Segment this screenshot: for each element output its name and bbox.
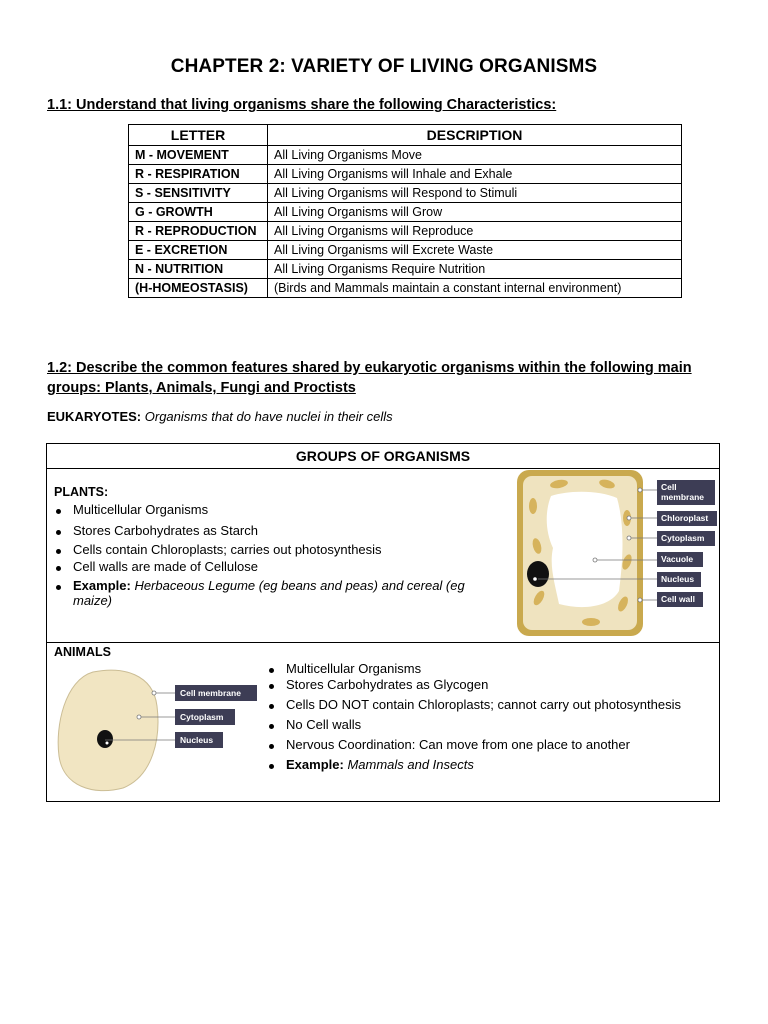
table-cell-description: All Living Organisms will Inhale and Exhale — [268, 165, 682, 184]
table-cell-letter: G - GROWTH — [129, 203, 268, 222]
label-animal-cytoplasm-text: Cytoplasm — [180, 712, 224, 722]
list-item-text: No Cell walls — [286, 717, 362, 732]
table-cell-letter: R - REPRODUCTION — [129, 222, 268, 241]
label-nucleus-text: Nucleus — [661, 574, 695, 584]
table-cell-description: All Living Organisms Move — [268, 146, 682, 165]
table-cell-letter: (H-HOMEOSTASIS) — [129, 279, 268, 298]
list-item-text: Cell walls are made of Cellulose — [73, 559, 258, 574]
list-item — [54, 542, 504, 557]
list-item-text: Multicellular Organisms — [73, 502, 209, 517]
list-item-text: Nervous Coordination: Can move from one place to another — [286, 737, 630, 752]
label-cell-membrane-line1: Cell — [661, 482, 677, 492]
chloroplast-shape — [582, 618, 600, 626]
list-item-text: Stores Carbohydrates as Starch — [73, 523, 258, 538]
label-nucleus — [657, 572, 701, 587]
list-item — [54, 523, 504, 538]
section-2-heading: 1.2: Describe the common features shared by eukaryotic organisms within the following main groups: Plants, Animals, Fungi and Proctists — [47, 360, 692, 396]
column-header-description: DESCRIPTION — [268, 125, 682, 146]
table-row — [129, 203, 682, 222]
list-item — [267, 661, 717, 676]
animal-cell-shape — [58, 670, 158, 790]
table-row — [129, 279, 682, 298]
eukaryotes-description: Organisms that do have nuclei in their cells — [144, 409, 393, 424]
table-row — [129, 260, 682, 279]
table-cell-description: All Living Organisms Require Nutrition — [268, 260, 682, 279]
groups-title: GROUPS OF ORGANISMS — [47, 444, 719, 469]
plants-feature-list — [54, 502, 504, 608]
list-item-text: Cells DO NOT contain Chloroplasts; cannot carry out photosynthesis — [286, 697, 681, 712]
label-cell-membrane-line2: membrane — [661, 492, 704, 502]
chloroplast-shape — [529, 498, 537, 514]
label-animal-cell-membrane — [175, 685, 257, 701]
label-cell-wall — [657, 592, 703, 607]
animal-cell-diagram — [53, 666, 263, 796]
list-item — [267, 677, 717, 692]
label-animal-nucleus — [175, 732, 223, 748]
nucleolus-shape — [533, 577, 537, 581]
example-label: Example: — [286, 757, 344, 772]
list-item — [267, 717, 717, 732]
list-item — [267, 737, 717, 752]
animal-nucleolus-shape — [106, 742, 109, 745]
table-cell-letter: E - EXCRETION — [129, 241, 268, 260]
animals-feature-list — [267, 661, 717, 772]
table-row — [129, 184, 682, 203]
label-animal-nucleus-text: Nucleus — [180, 735, 214, 745]
example-label: Example: — [73, 578, 131, 593]
list-item — [54, 559, 504, 574]
list-item-example — [54, 578, 504, 608]
label-cytoplasm-text: Cytoplasm — [661, 533, 705, 543]
list-item-example — [267, 757, 717, 772]
table-row — [129, 146, 682, 165]
characteristics-table — [128, 124, 682, 298]
table-cell-letter: R - RESPIRATION — [129, 165, 268, 184]
table-header-row — [129, 125, 682, 146]
animals-label: ANIMALS — [54, 645, 111, 659]
list-item — [54, 502, 504, 517]
label-cell-wall-text: Cell wall — [661, 594, 696, 604]
label-cell-membrane — [657, 480, 715, 505]
label-chloroplast — [657, 511, 717, 526]
table-cell-letter: S - SENSITIVITY — [129, 184, 268, 203]
list-item-text: Stores Carbohydrates as Glycogen — [286, 677, 489, 692]
section-divider — [47, 642, 719, 643]
example-text: Mammals and Insects — [347, 757, 474, 772]
column-header-letter: LETTER — [129, 125, 268, 146]
nucleus-shape — [527, 561, 549, 587]
label-animal-cytoplasm — [175, 709, 235, 725]
table-cell-description: All Living Organisms will Grow — [268, 203, 682, 222]
animal-nucleus-shape — [97, 730, 113, 748]
list-item-text: Cells contain Chloroplasts; carries out photosynthesis — [73, 542, 382, 557]
table-cell-letter: M - MOVEMENT — [129, 146, 268, 165]
table-row — [129, 241, 682, 260]
table-cell-description: (Birds and Mammals maintain a constant internal environment) — [268, 279, 682, 298]
label-vacuole — [657, 552, 703, 567]
eukaryotes-definition — [47, 409, 393, 424]
label-vacuole-text: Vacuole — [661, 554, 694, 564]
eukaryotes-term: EUKARYOTES: — [47, 409, 142, 424]
table-row — [129, 222, 682, 241]
list-item — [267, 697, 717, 712]
label-animal-cell-membrane-text: Cell membrane — [180, 688, 241, 698]
plant-cell-diagram — [509, 466, 719, 641]
table-cell-description: All Living Organisms will Respond to Stimuli — [268, 184, 682, 203]
section-1-heading: 1.1: Understand that living organisms share the following Characteristics: — [47, 97, 557, 113]
label-cytoplasm — [657, 531, 715, 546]
table-row — [129, 165, 682, 184]
label-chloroplast-text: Chloroplast — [661, 513, 709, 523]
example-text: Herbaceous Legume (eg beans and peas) and cereal (eg maize) — [73, 578, 465, 608]
page-title: CHAPTER 2: VARIETY OF LIVING ORGANISMS — [170, 56, 598, 77]
vacuole-shape — [547, 492, 623, 607]
table-cell-description: All Living Organisms will Excrete Waste — [268, 241, 682, 260]
table-cell-letter: N - NUTRITION — [129, 260, 268, 279]
plants-label: PLANTS: — [54, 485, 109, 499]
list-item-text: Multicellular Organisms — [286, 661, 422, 676]
groups-of-organisms-box — [46, 443, 720, 802]
table-cell-description: All Living Organisms will Reproduce — [268, 222, 682, 241]
